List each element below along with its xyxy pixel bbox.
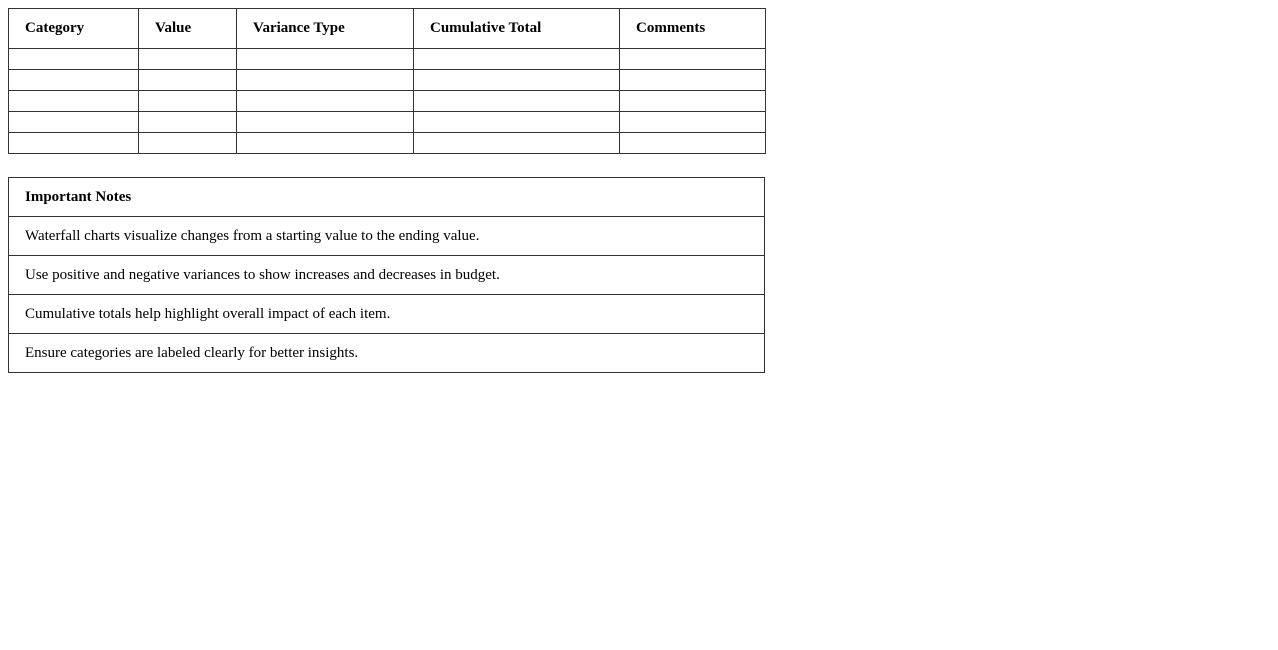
table-cell [620, 91, 766, 112]
note-row [9, 295, 765, 334]
table-cell [414, 112, 620, 133]
column-header-variance-type: Variance Type [237, 9, 414, 49]
note-item: Waterfall charts visualize changes from a starting value to the ending value. [9, 217, 765, 256]
column-header-cumulative-total: Cumulative Total [414, 9, 620, 49]
note-item: Use positive and negative variances to show increases and decreases in budget. [9, 256, 765, 295]
note-item: Ensure categories are labeled clearly for better insights. [9, 334, 765, 373]
table-cell [237, 91, 414, 112]
table-cell [414, 91, 620, 112]
table-row [9, 112, 766, 133]
important-notes-table [8, 177, 765, 373]
table-cell [620, 49, 766, 70]
note-item: Cumulative totals help highlight overall impact of each item. [9, 295, 765, 334]
table-row [9, 49, 766, 70]
table-cell [620, 133, 766, 154]
table-cell [237, 70, 414, 91]
notes-title: Important Notes [9, 178, 765, 217]
waterfall-data-table [8, 8, 766, 154]
note-row [9, 256, 765, 295]
column-header-value: Value [139, 9, 237, 49]
notes-header-row [9, 178, 765, 217]
table-row [9, 133, 766, 154]
table-cell [237, 133, 414, 154]
table-cell [139, 70, 237, 91]
table-cell [9, 133, 139, 154]
table-cell [414, 70, 620, 91]
table-cell [414, 49, 620, 70]
table-cell [139, 133, 237, 154]
table-cell [620, 70, 766, 91]
table-header-row [9, 9, 766, 49]
table-row [9, 91, 766, 112]
table-cell [237, 112, 414, 133]
table-cell [237, 49, 414, 70]
table-cell [139, 49, 237, 70]
column-header-category: Category [9, 9, 139, 49]
table-cell [9, 112, 139, 133]
table-cell [9, 49, 139, 70]
table-cell [139, 91, 237, 112]
column-header-comments: Comments [620, 9, 766, 49]
table-cell [139, 112, 237, 133]
table-cell [414, 133, 620, 154]
note-row [9, 334, 765, 373]
table-row [9, 70, 766, 91]
table-cell [9, 70, 139, 91]
note-row [9, 217, 765, 256]
table-cell [620, 112, 766, 133]
table-cell [9, 91, 139, 112]
